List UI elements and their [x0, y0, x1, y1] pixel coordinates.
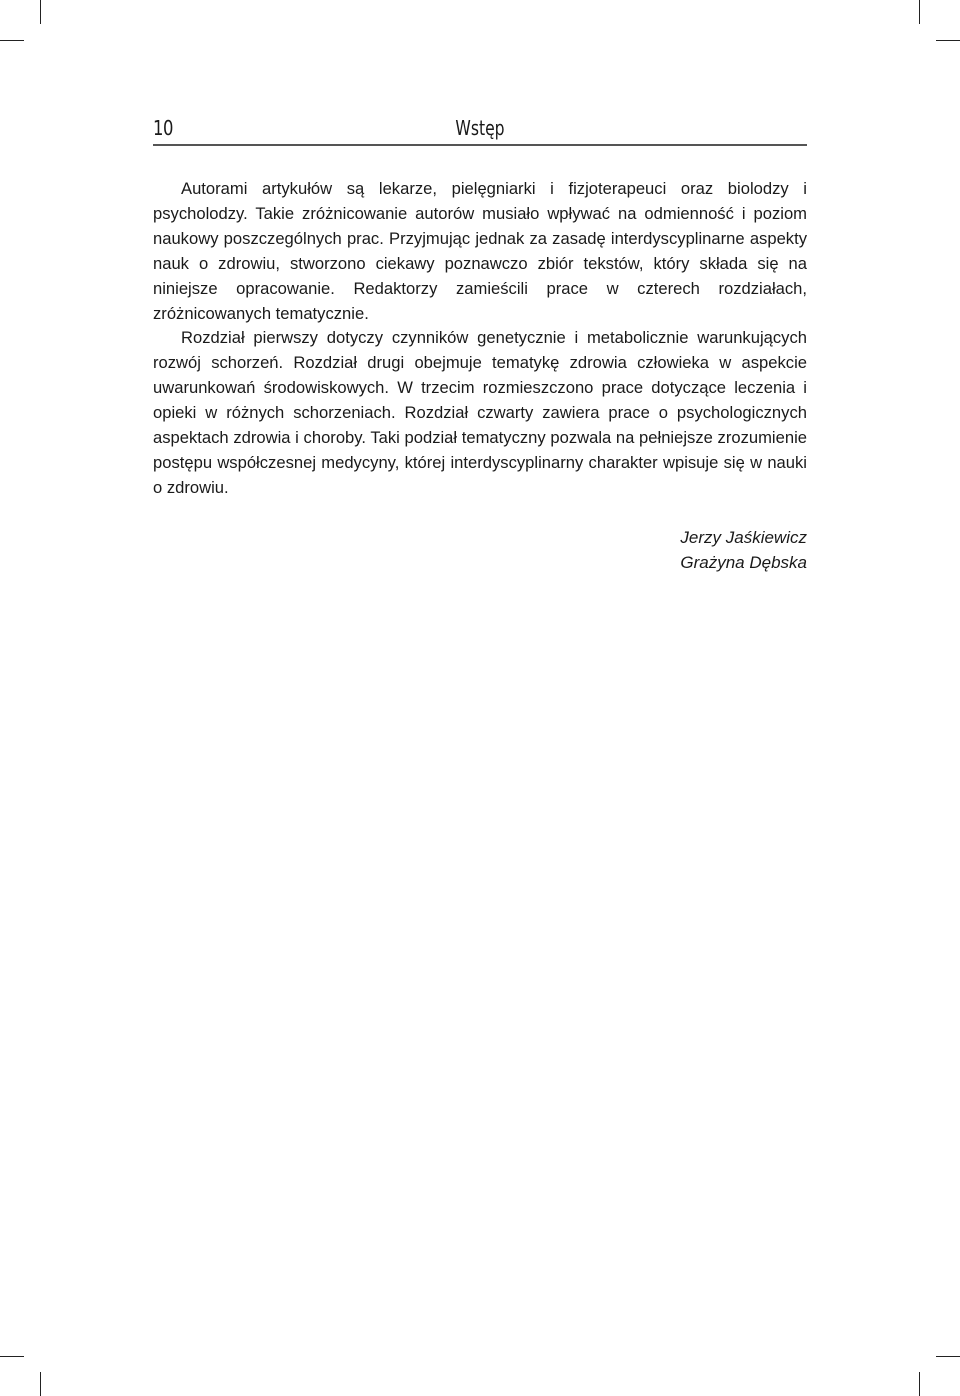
- running-title: Wstęp: [455, 116, 505, 140]
- page-header: [153, 112, 807, 146]
- page-number: 10: [153, 116, 174, 140]
- crop-mark: [936, 1356, 960, 1357]
- crop-mark: [936, 40, 960, 41]
- crop-mark: [40, 1372, 41, 1396]
- author-name: Jerzy Jaśkiewicz: [680, 528, 807, 547]
- crop-mark: [919, 1372, 920, 1396]
- paragraph: Rozdział pierwszy dotyczy czynników genetycznie i metabolicznie warunkujących rozwój schorzeń. Rozdział drugi obejmuje tematykę zdrowia człowieka w aspekcie uwarunkowań środowiskowych. W trzecim rozmieszczono prace dotyczące leczenia i opieki w różnych schorzeniach. Rozdział czwarty zawiera prace o psychologicznych aspektach zdrowia i choroby. Taki podział tematyczny pozwala na pełniejsze zrozumienie postępu współczesnej medycyny, której interdyscyplinarny charakter wpisuje się w nauki o zdrowiu.: [153, 328, 807, 497]
- author-name: Grażyna Dębska: [680, 552, 807, 572]
- crop-mark: [0, 40, 24, 41]
- signature: [153, 526, 807, 575]
- body-text: [153, 177, 807, 501]
- paragraph: Autorami artykułów są lekarze, pielęgniarki i fizjoterapeuci oraz biolodzy i psycholodzy. Takie zróżnicowanie autorów musiało wpływać na odmienność i poziom naukowy poszczególnych prac. Przyjmując jednak za zasadę interdyscyplinarne aspekty nauk o zdrowiu, stworzono ciekawy poznawczo zbiór tekstów, który składa się na niniejsze opracowanie. Redaktorzy zamieścili prace w czterech rozdziałach, zróżnicowanych tematycznie.: [153, 179, 807, 323]
- crop-mark: [0, 1356, 24, 1357]
- crop-mark: [919, 0, 920, 24]
- crop-mark: [40, 0, 41, 24]
